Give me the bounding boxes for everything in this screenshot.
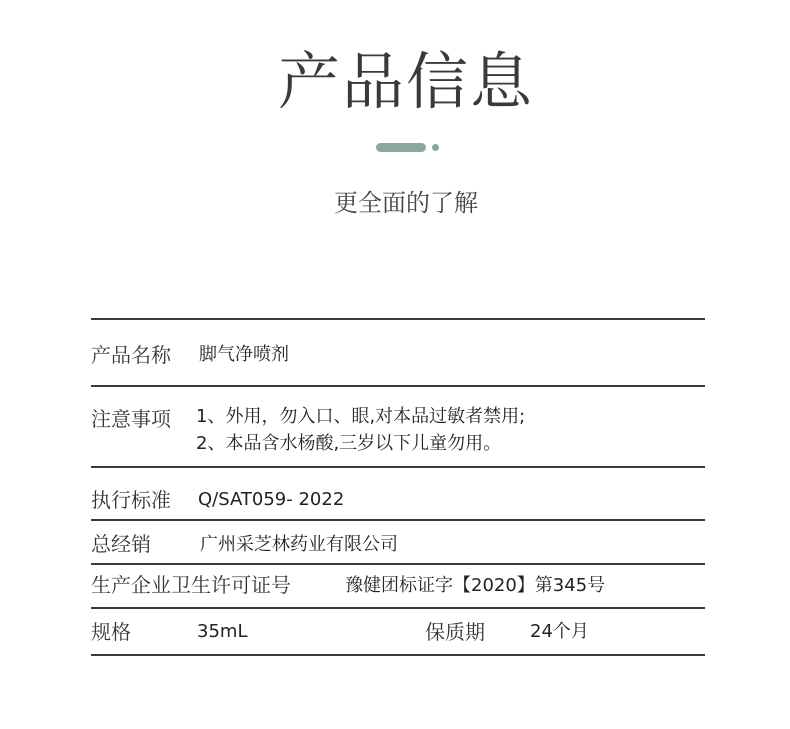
page-subtitle: 更全面的了解 bbox=[334, 189, 478, 217]
table-rule bbox=[91, 385, 705, 387]
notes-line-1: 1、外用，勿入口、眼,对本品过敏者禁用; bbox=[196, 406, 526, 427]
license-label: 生产企业卫生许可证号 bbox=[91, 573, 291, 597]
spec-label: 规格 bbox=[91, 620, 131, 644]
distributor-value: 广州采芝林药业有限公司 bbox=[200, 534, 398, 555]
table-rule bbox=[91, 563, 705, 565]
table-rule bbox=[91, 519, 705, 521]
notes-label: 注意事项 bbox=[91, 407, 171, 431]
license-value: 豫健团标证字【2020】第345号 bbox=[345, 575, 606, 596]
page-title: 产品信息 bbox=[277, 45, 534, 118]
divider-dot bbox=[432, 144, 439, 151]
notes-line-2: 2、本品含水杨酸,三岁以下儿童勿用。 bbox=[196, 433, 502, 454]
table-rule bbox=[91, 607, 705, 609]
title-divider-ornament bbox=[376, 143, 446, 153]
shelf-life-value: 24个月 bbox=[530, 621, 589, 642]
product-name-value: 脚气净喷剂 bbox=[199, 344, 289, 365]
distributor-label: 总经销 bbox=[91, 532, 151, 556]
table-rule bbox=[91, 466, 705, 468]
table-rule-bottom bbox=[91, 654, 705, 656]
spec-value: 35mL bbox=[197, 621, 248, 642]
standard-value: Q/SAT059- 2022 bbox=[198, 489, 345, 510]
standard-label: 执行标准 bbox=[91, 488, 171, 512]
product-name-label: 产品名称 bbox=[91, 343, 171, 367]
divider-bar bbox=[376, 143, 426, 152]
shelf-life-label: 保质期 bbox=[425, 620, 485, 644]
table-rule-top bbox=[91, 318, 705, 320]
